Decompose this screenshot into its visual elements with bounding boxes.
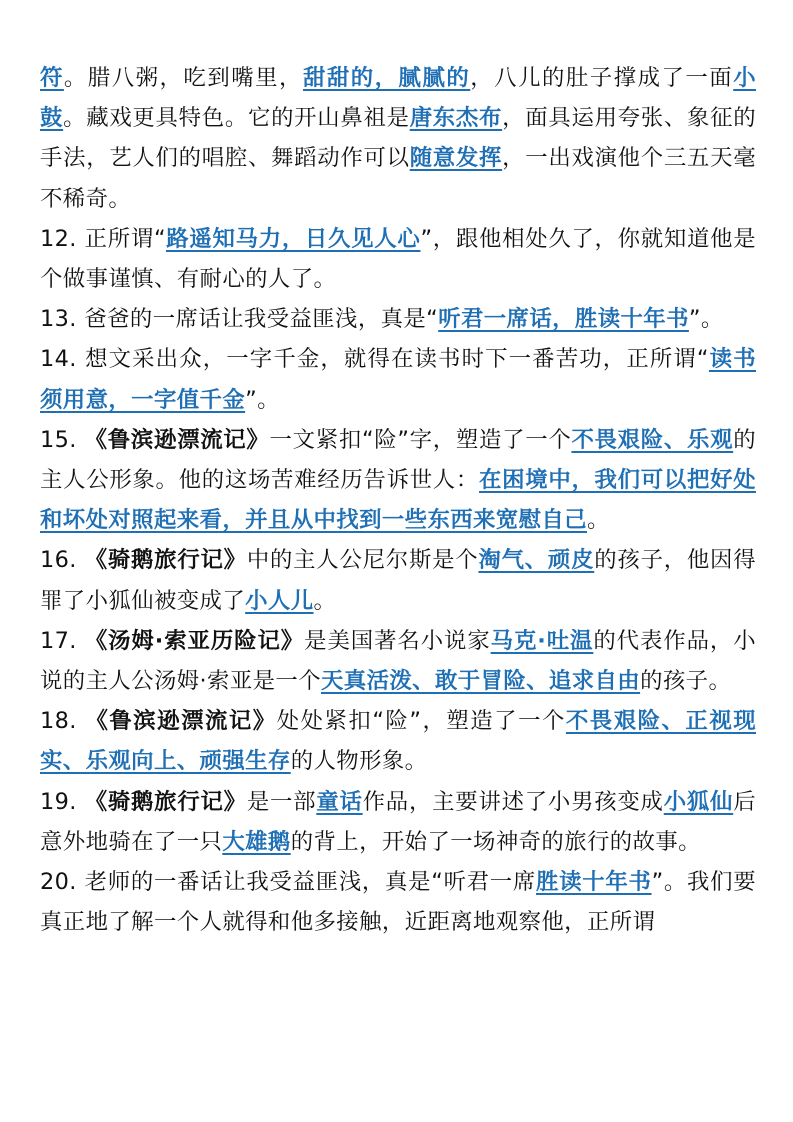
body-text: 的背上，开始了一场神奇的旅行的故事。: [290, 828, 701, 855]
answer-text: 小人儿: [245, 587, 314, 614]
answer-text: 小鼓: [40, 65, 756, 132]
document-page: [40, 58, 756, 942]
answer-text: 大雄鹅: [222, 828, 291, 855]
body-text: 是一部: [246, 788, 317, 815]
body-text: 的主人公形象。他的这场苦难经历告诉世人：: [40, 426, 756, 494]
answer-text: 不畏艰险、乐观: [571, 426, 734, 453]
body-text: 12. 正所谓“: [40, 225, 166, 252]
book-title: 《骑鹅旅行记》: [84, 547, 247, 574]
answer-text: 在困境中，我们可以把好处和坏处对照起来看，并且从中找到一些东西来宽慰自己: [40, 467, 756, 534]
body-text: 中的主人公尼尔斯是个: [246, 547, 479, 574]
body-text: 。: [586, 507, 610, 534]
body-text: ，面具运用夸张、象征的手法，艺人们的唱腔、舞蹈动作可以: [40, 105, 756, 172]
body-text: ，八儿的肚子撑成了一面: [470, 65, 734, 91]
body-text: 14. 想文采出众，一字千金，就得在读书时下一番苦功，正所谓“: [40, 346, 709, 373]
body-text: 作品，主要讲述了小男孩变成: [362, 788, 664, 815]
answer-text: 小狐仙: [663, 788, 734, 815]
body-text: 后意外地骑在了一只: [40, 788, 756, 855]
answer-text: 马克·吐温: [490, 627, 594, 654]
answer-text: 唐东杰布: [409, 105, 503, 132]
body-text: 20. 老师的一番话让我受益匪浅，真是“听君一席: [40, 869, 537, 896]
paragraph-p19: [40, 782, 756, 862]
body-text: ，一出戏演他个三五天毫不稀奇。: [40, 145, 756, 212]
book-title: 《鲁滨逊漂流记》: [85, 708, 277, 735]
paragraph-p20: [40, 862, 756, 942]
answer-text: 路遥知马力，日久见人心: [165, 225, 421, 252]
answer-text: 胜读十年书: [536, 869, 652, 896]
body-text: 的人物形象。: [290, 748, 428, 775]
paragraph-p16: [40, 540, 756, 620]
body-text: 。藏戏更具特色。它的开山鼻祖是: [63, 105, 410, 132]
body-text: 一文紧扣“险”字，塑造了一个: [269, 426, 572, 453]
answer-text: 听君一席话，胜读十年书: [438, 306, 689, 333]
body-text: 19.: [40, 788, 85, 815]
paragraph-p14: [40, 339, 756, 419]
body-text: ”，跟他相处久了，你就知道他是个做事谨慎、有耐心的人了。: [40, 225, 756, 293]
body-text: 的代表作品，小说的主人公汤姆·索亚是一个: [40, 627, 757, 695]
body-text: 的孩子，他因得罪了小狐仙被变成了: [40, 547, 757, 614]
body-text: 18.: [40, 708, 86, 735]
paragraph-p15: [40, 420, 756, 541]
answer-text: 读书须用意，一字值千金: [40, 346, 756, 413]
answer-text: 随意发挥: [409, 145, 503, 172]
body-text: ”。: [245, 386, 280, 413]
answer-text: 天真活泼、敢于冒险、追求自由: [321, 668, 641, 695]
answer-text: 童话: [316, 788, 363, 815]
paragraph-p17: [40, 621, 756, 701]
answer-text: 符: [40, 65, 64, 91]
paragraph-p12: [40, 219, 756, 299]
book-title: 《鲁滨逊漂流记》: [84, 426, 270, 453]
paragraph-p-cont: [40, 58, 756, 219]
body-text: 处处紧扣“险”，塑造了一个: [276, 708, 566, 735]
paragraph-p18: [40, 701, 756, 781]
body-text: 。: [313, 587, 337, 614]
body-text: 15.: [40, 426, 85, 453]
paragraph-p13: [40, 299, 756, 339]
answer-text: 不畏艰险、正视现实、乐观向上、顽强生存: [40, 708, 757, 775]
body-text: 16.: [40, 547, 85, 574]
answer-text: 淘气、顽皮: [478, 547, 595, 574]
book-title: 《汤姆·索亚历险记》: [84, 627, 305, 654]
body-text: 的孩子。: [640, 668, 732, 695]
answer-text: 甜甜的，腻腻的: [302, 65, 471, 91]
body-text: 是美国著名小说家: [304, 627, 491, 654]
body-text: 。腊八粥，吃到嘴里，: [63, 65, 303, 91]
body-text: ”。我们要真正地了解一个人就得和他多接触，近距离地观察他，正所谓: [40, 869, 756, 936]
body-text: ”。: [688, 306, 724, 333]
body-text: 13. 爸爸的一席话让我受益匪浅，真是“: [40, 306, 439, 333]
book-title: 《骑鹅旅行记》: [84, 788, 247, 815]
body-text: 17.: [40, 627, 85, 654]
